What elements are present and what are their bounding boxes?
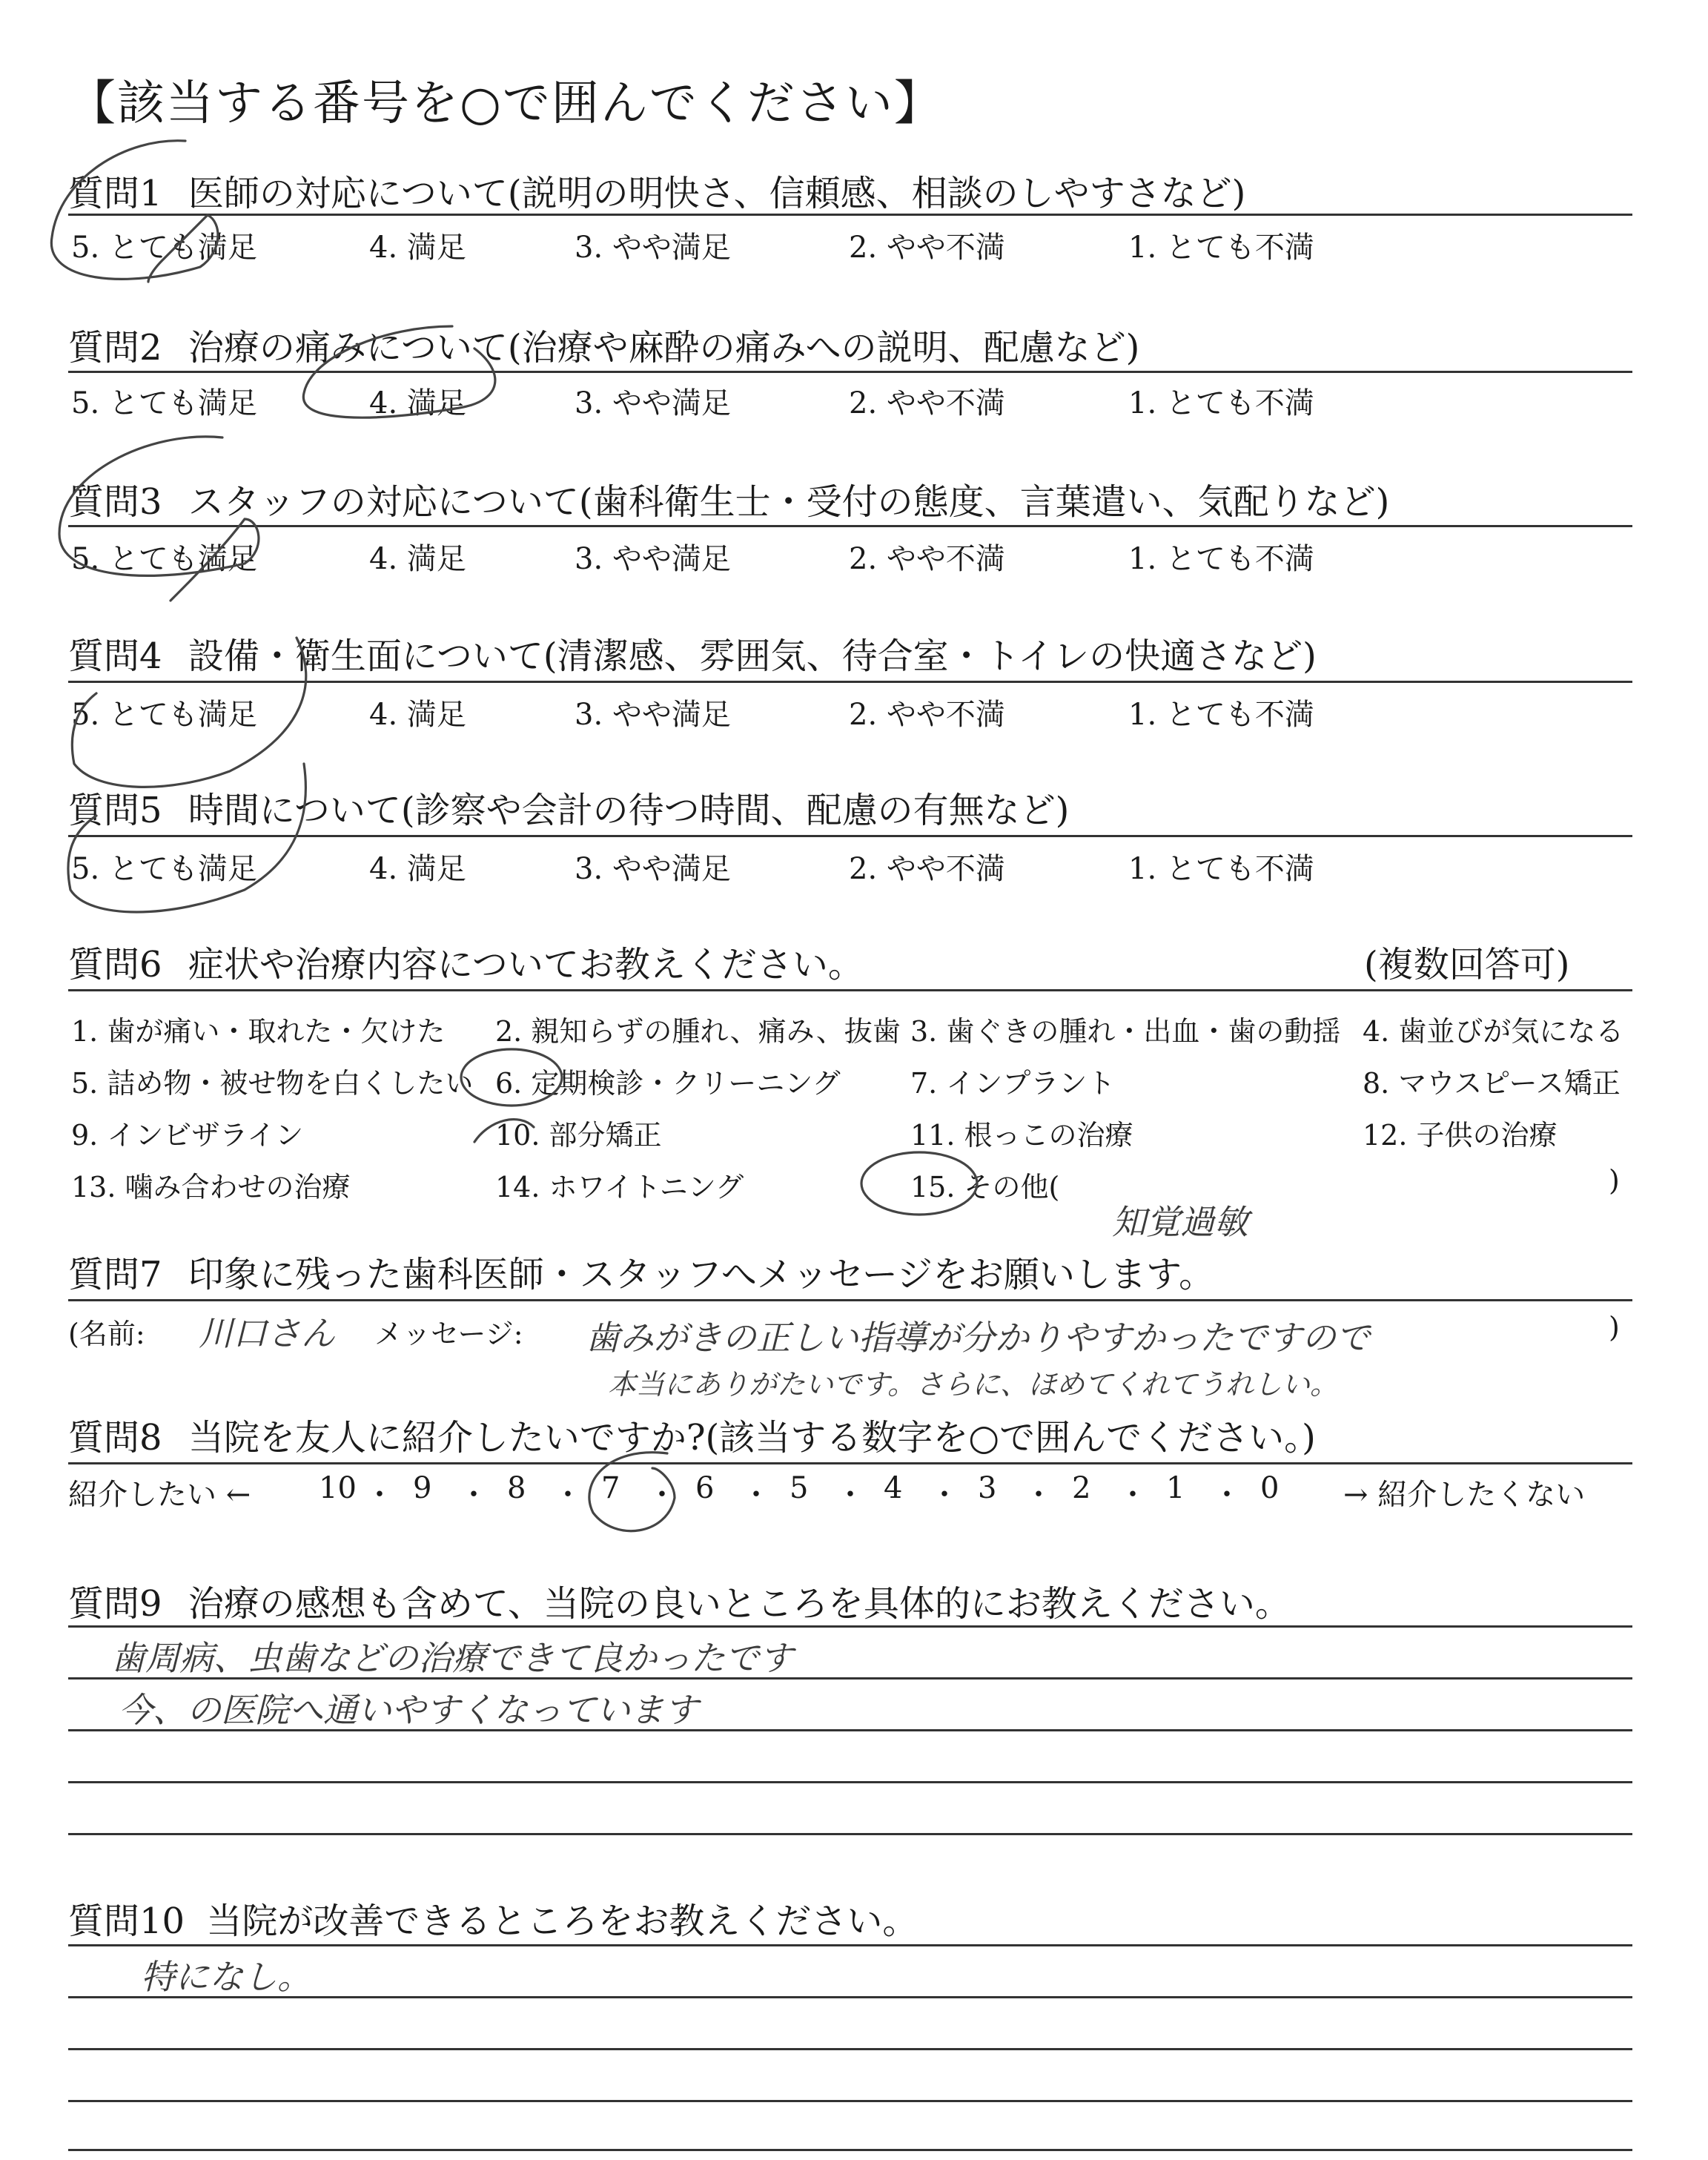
q9-answer-line2: 今、の医院へ通いやすくなっています	[119, 1690, 698, 1730]
q3-option-2[interactable]: 2. やや不満	[849, 542, 1005, 576]
q7-message-line2: 本当にありがたいです。さらに、ほめてくれてうれしい。	[608, 1368, 1338, 1401]
q3-title	[68, 473, 1389, 524]
q7-text: 印象に残った歯科医師・スタッフへメッセージをお願いします。	[188, 1254, 1215, 1295]
q8-right-label: → 紹介したくない	[1343, 1478, 1586, 1512]
q6-option-12[interactable]: 12. 子供の治療	[1363, 1119, 1558, 1152]
q8-separator-dot: ・	[1024, 1478, 1053, 1512]
q6-option-7[interactable]: 7. インプラント	[910, 1067, 1116, 1100]
q6-option-3[interactable]: 3. 歯ぐきの腫れ・出血・歯の動揺	[910, 1015, 1341, 1048]
q6-option-5[interactable]: 5. 詰め物・被せ物を白くしたい	[71, 1067, 474, 1100]
q10-title	[68, 1892, 918, 1943]
q1-title	[68, 165, 1245, 216]
q8-text: 当院を友人に紹介したいですか?(該当する数字を○で囲んでください。)	[188, 1417, 1316, 1459]
q6-option-15[interactable]: 15. その他(	[910, 1171, 1060, 1203]
q9-rule-4	[68, 1781, 1632, 1783]
q6-option-10[interactable]: 10. 部分矯正	[495, 1119, 662, 1152]
q9-text: 治療の感想も含めて、当院の良いところを具体的にお教えください。	[188, 1583, 1291, 1625]
q8-title	[68, 1409, 1316, 1460]
q6-option-8[interactable]: 8. マウスピース矯正	[1363, 1067, 1621, 1100]
q6-option-14[interactable]: 14. ホワイトニング	[495, 1171, 744, 1203]
q1-option-2[interactable]: 2. やや不満	[849, 231, 1005, 265]
q1-option-1[interactable]: 1. とても不満	[1128, 231, 1314, 265]
q9-label: 質問9	[68, 1583, 162, 1625]
q4-option-2[interactable]: 2. やや不満	[849, 698, 1005, 732]
q8-label: 質問8	[68, 1417, 162, 1459]
q5-option-3[interactable]: 3. やや満足	[575, 852, 731, 886]
q8-number-8[interactable]: 8	[507, 1471, 526, 1505]
q8-number-0[interactable]: 0	[1260, 1471, 1280, 1505]
q3-label: 質問3	[68, 481, 162, 523]
q8-number-3[interactable]: 3	[978, 1471, 997, 1505]
q7-message-line1: 歯みがきの正しい指導が分かりやすかったですので	[586, 1318, 1370, 1358]
q7-name-value: 川口さん	[199, 1313, 335, 1353]
q8-rule	[68, 1462, 1632, 1464]
q7-close-paren: )	[1609, 1311, 1620, 1344]
q8-number-10[interactable]: 10	[319, 1471, 357, 1505]
q6-option-15-close: )	[1609, 1164, 1620, 1197]
q8-number-9[interactable]: 9	[413, 1471, 432, 1505]
q3-text: スタッフの対応について(歯科衛生士・受付の態度、言葉遣い、気配りなど)	[188, 481, 1390, 523]
q4-rule	[68, 681, 1632, 683]
q4-title	[68, 627, 1317, 678]
q2-label: 質問2	[68, 327, 162, 369]
q1-text: 医師の対応について(説明の明快さ、信頼感、相談のしやすさなど)	[188, 173, 1246, 214]
q4-option-1[interactable]: 1. とても不満	[1128, 698, 1314, 732]
q3-option-3[interactable]: 3. やや満足	[575, 542, 731, 576]
q8-separator-dot: ・	[459, 1478, 489, 1512]
q5-option-4[interactable]: 4. 満足	[369, 852, 466, 886]
q6-other-handwritten: 知覚過敏	[1112, 1202, 1248, 1242]
q4-label: 質問4	[68, 635, 162, 677]
q2-option-4[interactable]: 4. 満足	[369, 386, 466, 420]
q7-rule	[68, 1299, 1632, 1301]
q8-number-7[interactable]: 7	[601, 1471, 620, 1505]
q5-option-2[interactable]: 2. やや不満	[849, 852, 1005, 886]
q10-rule-3	[68, 2048, 1632, 2050]
q3-option-5[interactable]: 5. とても満足	[71, 542, 257, 576]
q6-option-11[interactable]: 11. 根っこの治療	[910, 1119, 1133, 1152]
q3-option-4[interactable]: 4. 満足	[369, 542, 466, 576]
q6-rule	[68, 989, 1632, 991]
q8-separator-dot: ・	[1118, 1478, 1148, 1512]
q8-separator-dot: ・	[741, 1478, 771, 1512]
q4-option-3[interactable]: 3. やや満足	[575, 698, 731, 732]
q5-rule	[68, 835, 1632, 837]
q10-label: 質問10	[68, 1900, 185, 1942]
q7-label: 質問7	[68, 1254, 162, 1295]
q8-separator-dot: ・	[365, 1478, 394, 1512]
q1-label: 質問1	[68, 173, 162, 214]
q2-title	[68, 319, 1139, 370]
q6-option-2[interactable]: 2. 親知らずの腫れ、痛み、抜歯	[495, 1015, 901, 1048]
q2-text: 治療の痛みについて(治療や麻酔の痛みへの説明、配慮など)	[188, 327, 1140, 369]
q10-rule-5	[68, 2149, 1632, 2151]
q8-number-2[interactable]: 2	[1072, 1471, 1091, 1505]
q7-title	[68, 1246, 1214, 1297]
q8-number-4[interactable]: 4	[884, 1471, 903, 1505]
q2-option-2[interactable]: 2. やや不満	[849, 386, 1005, 420]
q5-option-5[interactable]: 5. とても満足	[71, 852, 257, 886]
q8-number-1[interactable]: 1	[1166, 1471, 1185, 1505]
q4-text: 設備・衛生面について(清潔感、雰囲気、待合室・トイレの快適さなど)	[188, 635, 1317, 677]
q9-rule-5	[68, 1833, 1632, 1835]
q6-option-6[interactable]: 6. 定期検診・クリーニング	[495, 1067, 841, 1100]
q6-option-4[interactable]: 4. 歯並びが気になる	[1363, 1015, 1624, 1048]
q1-option-3[interactable]: 3. やや満足	[575, 231, 731, 265]
q4-option-4[interactable]: 4. 満足	[369, 698, 466, 732]
q1-option-5[interactable]: 5. とても満足	[71, 231, 257, 265]
q9-rule-1	[68, 1625, 1632, 1628]
q2-option-1[interactable]: 1. とても不満	[1128, 386, 1314, 420]
q10-rule-1	[68, 1944, 1632, 1946]
q9-answer-line1: 歯周病、虫歯などの治療できて良かったです	[111, 1638, 793, 1678]
q8-separator-dot: ・	[1212, 1478, 1242, 1512]
q7-message-label: メッセージ:	[374, 1318, 523, 1350]
q6-note: (複数回答可)	[1364, 944, 1570, 985]
q2-rule	[68, 371, 1632, 373]
q5-text: 時間について(診察や会計の待つ時間、配慮の有無など)	[188, 790, 1070, 831]
q6-option-13[interactable]: 13. 噛み合わせの治療	[71, 1171, 351, 1203]
q3-rule	[68, 525, 1632, 527]
q2-option-5[interactable]: 5. とても満足	[71, 386, 257, 420]
q6-option-1[interactable]: 1. 歯が痛い・取れた・欠けた	[71, 1015, 446, 1048]
page-title: 【該当する番号を○で囲んでください】	[68, 76, 943, 131]
q6-label: 質問6	[68, 944, 162, 985]
q8-separator-dot: ・	[835, 1478, 865, 1512]
q6-option-9[interactable]: 9. インビザライン	[71, 1119, 304, 1152]
q8-number-6[interactable]: 6	[695, 1471, 715, 1505]
q10-text: 当院が改善できるところをお教えください。	[206, 1900, 918, 1942]
q1-option-4[interactable]: 4. 満足	[369, 231, 466, 265]
q5-title	[68, 782, 1069, 833]
q10-answer: 特になし。	[141, 1957, 311, 1997]
q8-number-5[interactable]: 5	[790, 1471, 809, 1505]
q5-option-1[interactable]: 1. とても不満	[1128, 852, 1314, 886]
q9-title	[68, 1575, 1291, 1626]
q6-title	[68, 936, 864, 987]
q2-option-3[interactable]: 3. やや満足	[575, 386, 731, 420]
q1-rule	[68, 214, 1632, 216]
q5-label: 質問5	[68, 790, 162, 831]
q8-separator-dot: ・	[553, 1478, 583, 1512]
q8-left-label: 紹介したい ←	[68, 1478, 251, 1512]
q6-text: 症状や治療内容についてお教えください。	[188, 944, 864, 985]
q7-name-label: (名前:	[68, 1318, 145, 1350]
q4-option-5[interactable]: 5. とても満足	[71, 698, 257, 732]
q3-option-1[interactable]: 1. とても不満	[1128, 542, 1314, 576]
q10-rule-4	[68, 2100, 1632, 2102]
q8-separator-dot: ・	[930, 1478, 959, 1512]
q8-separator-dot: ・	[647, 1478, 677, 1512]
